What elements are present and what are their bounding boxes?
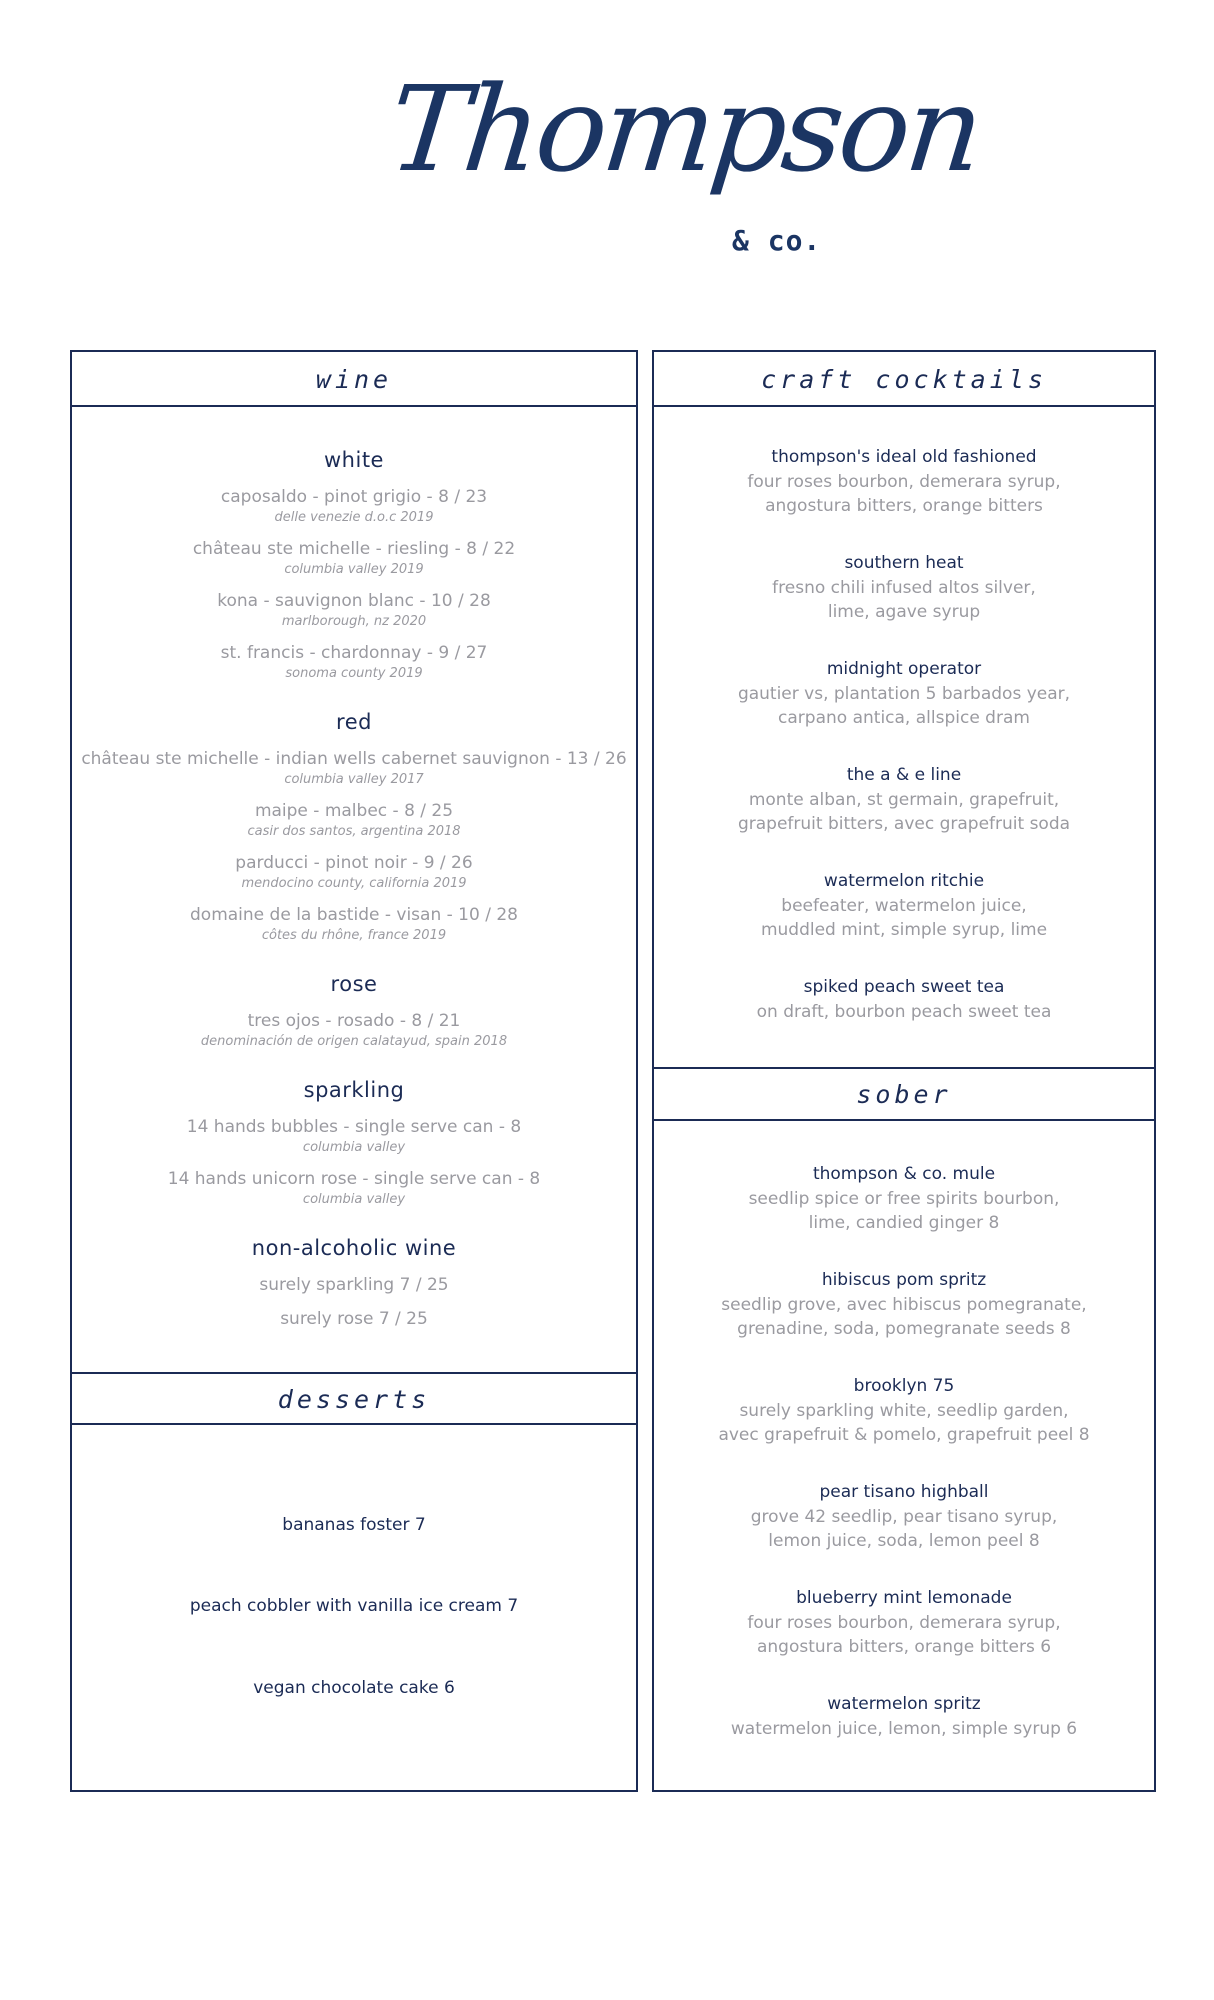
cocktail-desc: carpano antica, allspice dram: [778, 708, 1030, 728]
cocktail-desc: angostura bitters, orange bitters: [765, 496, 1043, 516]
wine-category-rose: rose: [330, 972, 378, 996]
wine-item: st. francis - chardonnay - 9 / 27: [220, 643, 488, 663]
cocktails-sober-panel: [652, 350, 1156, 1792]
cocktail-name: spiked peach sweet tea: [803, 977, 1005, 997]
cocktail-desc: four roses bourbon, demerara syrup,: [747, 472, 1061, 492]
mocktail-name: hibiscus pom spritz: [821, 1270, 987, 1290]
wine-item: caposaldo - pinot grigio - 8 / 23: [220, 487, 488, 507]
mocktail-desc: surely sparkling white, seedlip garden,: [739, 1401, 1069, 1421]
mocktail-name: brooklyn 75: [853, 1376, 955, 1396]
wine-item: 14 hands bubbles - single serve can - 8: [186, 1117, 522, 1137]
wine-item: tres ojos - rosado - 8 / 21: [247, 1011, 461, 1031]
cocktail-name: watermelon ritchie: [823, 871, 985, 891]
mocktail-desc: lime, candied ginger 8: [808, 1213, 1000, 1233]
mocktail-desc: watermelon juice, lemon, simple syrup 6: [730, 1719, 1078, 1739]
mocktail-name: thompson & co. mule: [812, 1164, 996, 1184]
wine-category-red: red: [336, 710, 372, 734]
dessert-item: bananas foster 7: [282, 1515, 426, 1535]
cocktail-desc: fresno chili infused altos silver,: [772, 578, 1036, 598]
logo-suffix: & co.: [732, 224, 822, 257]
wine-item-origin: marlborough, nz 2020: [281, 614, 427, 629]
cocktail-name: midnight operator: [826, 659, 982, 679]
cocktail-desc: grapefruit bitters, avec grapefruit soda: [737, 814, 1071, 834]
wine-header: wine: [72, 352, 636, 407]
wine-item-origin: delle venezie d.o.c 2019: [274, 510, 434, 525]
cocktails-header: craft cocktails: [654, 352, 1154, 407]
wine-item: domaine de la bastide - visan - 10 / 28: [190, 905, 518, 925]
mocktail-desc: seedlip grove, avec hibiscus pomegranate,: [721, 1295, 1087, 1315]
mocktail-desc: angostura bitters, orange bitters 6: [756, 1637, 1052, 1657]
wine-category-white: white: [324, 448, 384, 472]
cocktail-name: southern heat: [844, 553, 964, 573]
logo: [380, 60, 987, 280]
logo-script: Thompson: [382, 60, 987, 198]
cocktail-desc: lime, agave syrup: [827, 602, 981, 622]
dessert-item: peach cobbler with vanilla ice cream 7: [189, 1596, 519, 1616]
wine-item-origin: mendocino county, california 2019: [241, 876, 467, 891]
wine-category-non-alcoholic: non-alcoholic wine: [251, 1236, 457, 1260]
sober-header: sober: [654, 1069, 1154, 1121]
wine-item-origin: casir dos santos, argentina 2018: [247, 824, 461, 839]
wine-item: kona - sauvignon blanc - 10 / 28: [217, 591, 491, 611]
cocktail-name: thompson's ideal old fashioned: [771, 447, 1037, 467]
wine-category-sparkling: sparkling: [303, 1078, 405, 1102]
wine-item: surely sparkling 7 / 25: [259, 1275, 449, 1295]
mocktail-desc: lemon juice, soda, lemon peel 8: [768, 1531, 1040, 1551]
wine-item-origin: columbia valley: [302, 1192, 406, 1207]
cocktail-name: the a & e line: [846, 765, 962, 785]
wine-item: château ste michelle - indian wells cabernet sauvignon - 13 / 26: [81, 749, 627, 769]
wine-item: 14 hands unicorn rose - single serve can - 8: [167, 1169, 541, 1189]
wine-item-origin: denominación de origen calatayud, spain 2018: [200, 1034, 508, 1049]
wine-item-origin: columbia valley: [302, 1140, 406, 1155]
wine-item-origin: columbia valley 2017: [284, 772, 424, 787]
wine-item-origin: sonoma county 2019: [285, 666, 423, 681]
cocktail-desc: gautier vs, plantation 5 barbados year,: [737, 684, 1071, 704]
cocktail-desc: on draft, bourbon peach sweet tea: [756, 1002, 1052, 1022]
desserts-header: desserts: [72, 1374, 636, 1425]
wine-item-origin: côtes du rhône, france 2019: [261, 928, 447, 943]
mocktail-name: watermelon spritz: [827, 1694, 981, 1714]
cocktail-desc: beefeater, watermelon juice,: [781, 896, 1027, 916]
wine-desserts-panel: [70, 350, 638, 1792]
dessert-item: vegan chocolate cake 6: [253, 1678, 455, 1698]
cocktail-desc: muddled mint, simple syrup, lime: [760, 920, 1048, 940]
wine-item: parducci - pinot noir - 9 / 26: [235, 853, 473, 873]
mocktail-desc: seedlip spice or free spirits bourbon,: [748, 1189, 1060, 1209]
mocktail-name: pear tisano highball: [819, 1482, 989, 1502]
mocktail-desc: four roses bourbon, demerara syrup,: [747, 1613, 1061, 1633]
mocktail-desc: avec grapefruit & pomelo, grapefruit peel 8: [718, 1425, 1090, 1445]
wine-item: maipe - malbec - 8 / 25: [254, 801, 454, 821]
wine-item-origin: columbia valley 2019: [284, 562, 424, 577]
cocktail-desc: monte alban, st germain, grapefruit,: [748, 790, 1060, 810]
mocktail-name: blueberry mint lemonade: [796, 1588, 1012, 1608]
wine-item: château ste michelle - riesling - 8 / 22: [192, 539, 516, 559]
mocktail-desc: grenadine, soda, pomegranate seeds 8: [737, 1319, 1071, 1339]
mocktail-desc: grove 42 seedlip, pear tisano syrup,: [750, 1507, 1058, 1527]
wine-item: surely rose 7 / 25: [280, 1309, 428, 1329]
